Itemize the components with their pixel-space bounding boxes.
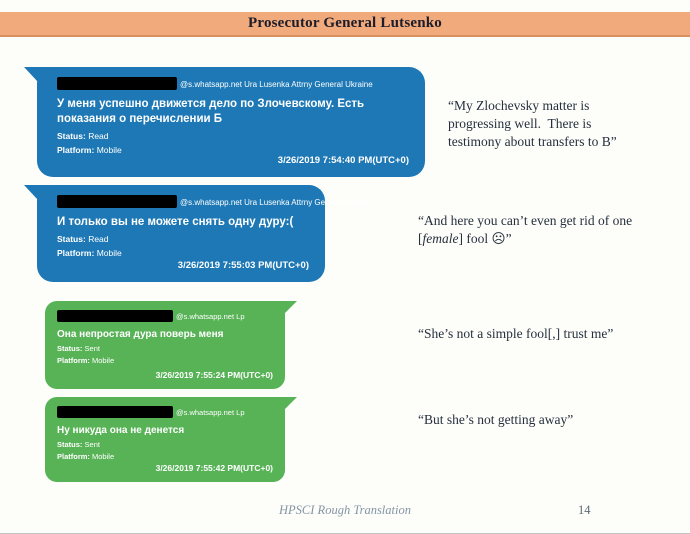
platform-label: Platform:	[57, 452, 90, 461]
bubble-tail-icon	[24, 67, 52, 97]
redaction-box	[57, 406, 173, 418]
platform-label: Platform:	[57, 145, 95, 155]
status-row	[57, 344, 275, 353]
status-label: Status:	[57, 344, 83, 353]
status-value: Read	[88, 131, 109, 141]
platform-value: Mobile	[96, 248, 122, 258]
message-timestamp: 3/26/2019 7:55:42 PM(UTC+0)	[155, 463, 273, 473]
message-sender	[57, 77, 411, 90]
message-sender	[57, 310, 275, 322]
sender-label: @s.whatsapp.net Lp	[176, 312, 245, 321]
message-sender	[57, 195, 373, 208]
status-label: Status:	[57, 131, 86, 141]
status-value: Sent	[84, 344, 100, 353]
translation-text-2: “And here you can’t even get rid of one [female] fool ☹”	[418, 213, 636, 246]
message-sender	[57, 406, 275, 418]
slide-title: Prosecutor General Lutsenko	[248, 15, 442, 31]
platform-label: Platform:	[57, 248, 95, 258]
platform-value: Mobile	[92, 452, 115, 461]
message-text: Она непростая дура поверь меня	[57, 329, 224, 340]
translation-text-1: “My Zlochevsky matter is progressing well. There is testimony about transfers to B”	[448, 98, 617, 149]
message-text: И только вы не можете снять одну дуру:(	[57, 216, 294, 228]
message-timestamp: 3/26/2019 7:55:03 PM(UTC+0)	[177, 260, 309, 271]
message-timestamp: 3/26/2019 7:55:24 PM(UTC+0)	[155, 370, 273, 380]
platform-row	[57, 248, 311, 258]
chat-bubble-incoming-1	[37, 67, 425, 177]
header-bar	[0, 12, 690, 37]
status-row	[57, 440, 275, 449]
platform-row	[57, 356, 275, 365]
platform-label: Platform:	[57, 356, 90, 365]
sender-label: @s.whatsapp.net Ura Lusenka Attrny General Ukraine	[180, 80, 373, 89]
sender-label: @s.whatsapp.net Lp	[176, 408, 245, 417]
status-value: Sent	[84, 440, 100, 449]
redaction-box	[57, 310, 173, 322]
bubble-tail-icon	[271, 301, 297, 327]
platform-row	[57, 452, 275, 461]
redaction-box	[57, 77, 177, 90]
platform-row	[57, 145, 411, 155]
status-label: Status:	[57, 234, 86, 244]
chat-bubble-outgoing-2	[45, 397, 285, 482]
translation-text-3: “She’s not a simple fool[,] trust me”	[418, 326, 614, 341]
bubble-tail-icon	[271, 397, 297, 423]
sender-label: @s.whatsapp.net Ura Lusenka Attrny General Ukraine	[180, 198, 373, 207]
footer-label: HPSCI Rough Translation	[279, 503, 411, 517]
status-value: Read	[88, 234, 109, 244]
translation-text-4: “But she’s not getting away”	[418, 412, 574, 427]
status-row	[57, 131, 411, 141]
message-text: Ну никуда она не денется	[57, 425, 185, 436]
page-number: 14	[578, 503, 591, 517]
chat-bubble-outgoing-1	[45, 301, 285, 389]
redaction-box	[57, 195, 177, 208]
status-row	[57, 234, 311, 244]
status-label: Status:	[57, 440, 83, 449]
platform-value: Mobile	[92, 356, 115, 365]
chat-bubble-incoming-2	[37, 185, 373, 282]
platform-value: Mobile	[96, 145, 122, 155]
bubble-tail-icon	[24, 185, 52, 215]
message-text: У меня успешно движется дело по Злочевскому. Есть показания о перечислении Б	[57, 98, 365, 125]
message-timestamp: 3/26/2019 7:54:40 PM(UTC+0)	[277, 155, 409, 166]
